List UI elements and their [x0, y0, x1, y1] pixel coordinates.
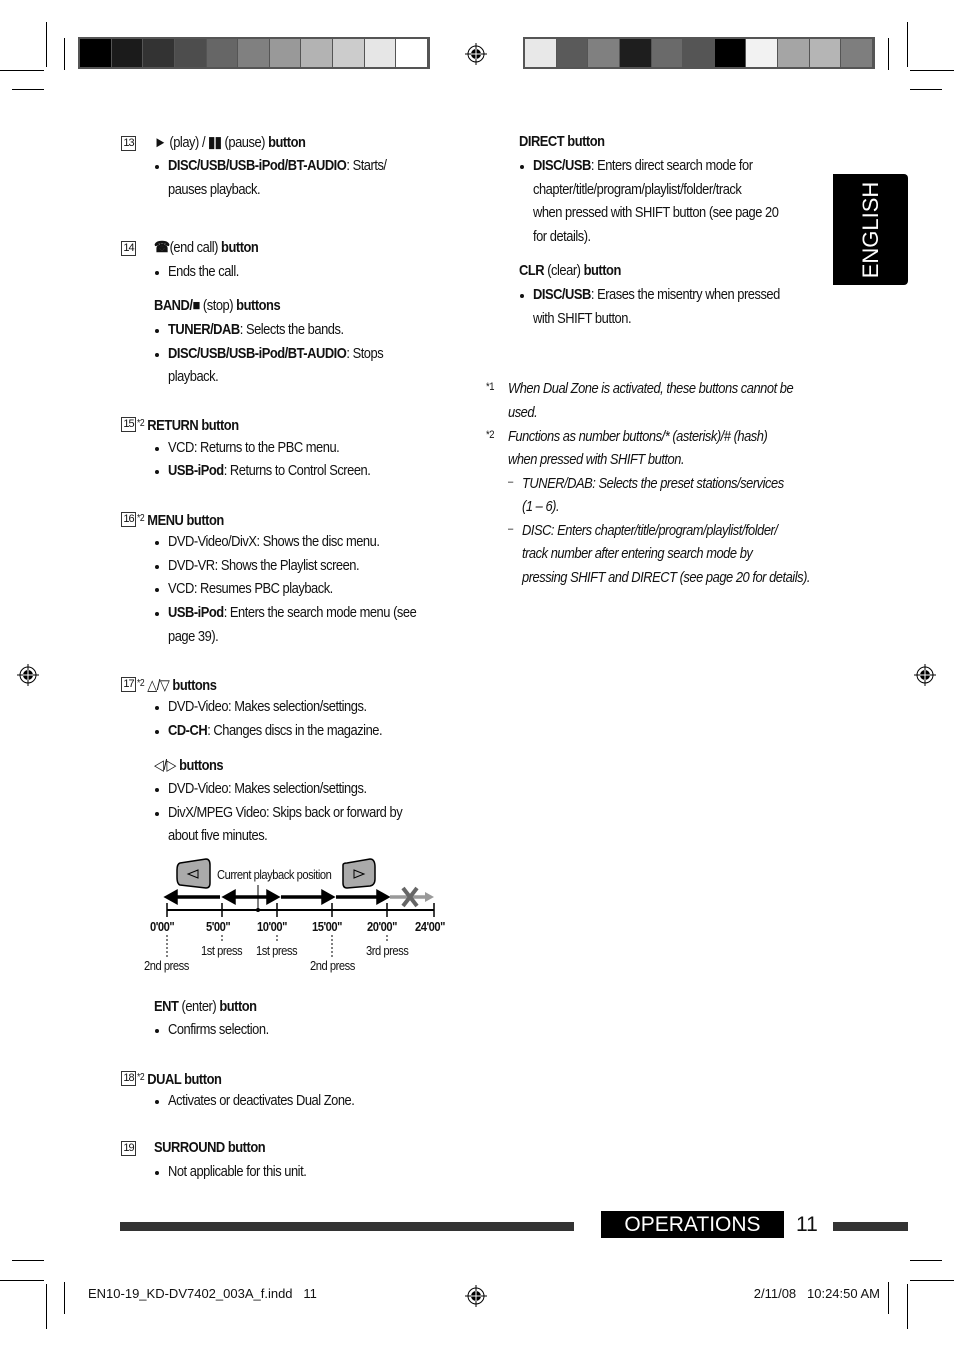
- pause-icon: ▮▮: [208, 134, 222, 151]
- registration-mark-icon: [914, 664, 936, 686]
- stop-icon: ■: [192, 297, 200, 314]
- end-call-icon: ☎: [154, 239, 170, 256]
- text-line: $^{*2}$ △/▽ buttons: [137, 677, 217, 694]
- bullet: [155, 329, 159, 333]
- text-line: DISC/USB: Enters direct search mode for: [533, 157, 753, 174]
- text-line: for details).: [533, 228, 591, 245]
- item-number: 16: [121, 512, 136, 527]
- text-line: ENT (enter) button: [154, 998, 257, 1015]
- text-line: DVD-Video/DivX: Shows the disc menu.: [168, 533, 380, 550]
- text-line: When Dual Zone is activated, these buttons cannot be: [508, 380, 794, 397]
- slug-file: EN10-19_KD-DV7402_003A_f.indd 11: [88, 1286, 317, 1301]
- color-swatch: [810, 39, 842, 67]
- text-line: about five minutes.: [168, 827, 268, 844]
- forward-button-icon: [343, 859, 375, 888]
- item-number: 13: [121, 136, 136, 151]
- color-swatch: [778, 39, 810, 67]
- color-swatch: [841, 39, 873, 67]
- text-line: $^{*2}$ DUAL button: [137, 1071, 222, 1088]
- text-line: USB-iPod: Enters the search mode menu (see: [168, 604, 417, 621]
- footer-rule: [120, 1222, 574, 1231]
- bullet: [155, 271, 159, 275]
- color-swatch: [557, 39, 589, 67]
- bullet: [155, 1100, 159, 1104]
- color-swatch: [652, 39, 684, 67]
- left-right-icon: ◁/▷: [154, 757, 177, 774]
- text-line: DISC/USB/USB-iPod/BT-AUDIO: Starts/: [168, 157, 387, 174]
- skip-diagram: [140, 855, 470, 980]
- text-line: DivX/MPEG Video: Skips back or forward by: [168, 804, 403, 821]
- press-label: 2nd press: [310, 958, 355, 973]
- diagram-caption: Current playback position: [217, 867, 332, 882]
- text-line: $^{*2}$ MENU button: [137, 512, 224, 529]
- item-number: 14: [121, 241, 136, 256]
- bullet: [520, 294, 524, 298]
- slug-date: 2/11/08 10:24:50 AM: [753, 1286, 880, 1301]
- text-line: DVD-VR: Shows the Playlist screen.: [168, 557, 360, 574]
- color-swatch: [525, 39, 557, 67]
- text-line: Functions as number buttons/* (asterisk)/# (hash): [508, 428, 768, 445]
- color-swatch: [365, 39, 397, 67]
- press-label: 1st press: [256, 943, 298, 958]
- color-swatch: [112, 39, 144, 67]
- color-swatch: [80, 39, 112, 67]
- bullet: [155, 588, 159, 592]
- text-line: track number after entering search mode by: [522, 545, 753, 562]
- text-line: (1 – 6).: [522, 498, 560, 515]
- text-line: SURROUND button: [154, 1139, 266, 1156]
- text-line: DVD-Video: Makes selection/settings.: [168, 698, 367, 715]
- text-line: when pressed with SHIFT button (see page 20: [533, 204, 779, 221]
- registration-mark-icon: [465, 43, 487, 65]
- up-down-icon: △/▽: [147, 677, 170, 694]
- bullet: [155, 730, 159, 734]
- text-line: Not applicable for this unit.: [168, 1163, 307, 1180]
- color-swatch: [683, 39, 715, 67]
- time-label: 5'00": [206, 919, 231, 934]
- item-number: 15: [121, 417, 136, 432]
- color-swatch: [301, 39, 333, 67]
- press-label: 1st press: [201, 943, 243, 958]
- color-swatch: [715, 39, 747, 67]
- language-tab-label: ENGLISH: [857, 181, 883, 278]
- color-swatch: [207, 39, 239, 67]
- text-line: Confirms selection.: [168, 1021, 269, 1038]
- footer-rule-right: [833, 1222, 908, 1231]
- text-line: –: [508, 476, 513, 488]
- text-line: CLR (clear) button: [519, 262, 621, 279]
- color-swatch: [396, 39, 428, 67]
- text-line: playback.: [168, 368, 219, 385]
- time-label: 24'00": [415, 919, 445, 934]
- play-icon: ►: [154, 134, 167, 151]
- bullet: [155, 1171, 159, 1175]
- color-swatch: [238, 39, 270, 67]
- bullet: [155, 812, 159, 816]
- text-line: TUNER/DAB: Selects the preset stations/services: [522, 475, 784, 492]
- bullet: [155, 1029, 159, 1033]
- registration-mark-icon: [465, 1285, 487, 1307]
- text-line: DISC/USB: Erases the misentry when pressed: [533, 286, 780, 303]
- text-line: TUNER/DAB: Selects the bands.: [168, 321, 344, 338]
- text-line: with SHIFT button.: [533, 310, 632, 327]
- page-number: 11: [796, 1213, 818, 1236]
- time-label: 10'00": [257, 919, 287, 934]
- text-line: –: [508, 523, 513, 535]
- color-swatch: [143, 39, 175, 67]
- text-line: chapter/title/program/playlist/folder/track: [533, 181, 742, 198]
- item-number: 18: [121, 1071, 136, 1086]
- item-number: 19: [121, 1141, 136, 1156]
- text-line: ☎(end call) button: [154, 239, 259, 256]
- bullet: [155, 447, 159, 451]
- section-label: OPERATIONS: [601, 1211, 784, 1238]
- color-swatch: [270, 39, 302, 67]
- text-line: DIRECT button: [519, 133, 605, 150]
- text-line: DISC/USB/USB-iPod/BT-AUDIO: Stops: [168, 345, 384, 362]
- time-label: 15'00": [312, 919, 342, 934]
- press-label: 2nd press: [144, 958, 189, 973]
- calibration-bar-left: [78, 37, 430, 69]
- bullet: [155, 165, 159, 169]
- text-line: DISC: Enters chapter/title/program/playlist/folder/: [522, 522, 778, 539]
- bullet: [520, 165, 524, 169]
- text-line: USB-iPod: Returns to Control Screen.: [168, 462, 371, 479]
- text-line: VCD: Resumes PBC playback.: [168, 580, 333, 597]
- bullet: [155, 470, 159, 474]
- text-line: VCD: Returns to the PBC menu.: [168, 439, 340, 456]
- bullet: [155, 706, 159, 710]
- color-swatch: [588, 39, 620, 67]
- bullet: [155, 353, 159, 357]
- text-line: Activates or deactivates Dual Zone.: [168, 1092, 355, 1109]
- back-button-icon: [177, 859, 210, 888]
- text-line: Ends the call.: [168, 263, 239, 280]
- color-swatch: [746, 39, 778, 67]
- calibration-bar-right: [523, 37, 875, 69]
- text-line: *2: [486, 429, 495, 441]
- text-line: CD-CH: Changes discs in the magazine.: [168, 722, 383, 739]
- text-line: $^{*2}$ RETURN button: [137, 417, 239, 434]
- text-line: when pressed with SHIFT button.: [508, 451, 685, 468]
- press-label: 3rd press: [366, 943, 409, 958]
- text-line: ► (play) / ▮▮ (pause) button: [154, 134, 306, 151]
- text-line: used.: [508, 404, 538, 421]
- text-line: pauses playback.: [168, 181, 261, 198]
- bullet: [155, 788, 159, 792]
- color-swatch: [620, 39, 652, 67]
- color-swatch: [333, 39, 365, 67]
- registration-mark-icon: [17, 664, 39, 686]
- text-line: page 39).: [168, 628, 219, 645]
- time-label: 0'00": [150, 919, 175, 934]
- bullet: [155, 565, 159, 569]
- bullet: [155, 612, 159, 616]
- text-line: pressing SHIFT and DIRECT (see page 20 for details).: [522, 569, 811, 586]
- language-tab: [833, 174, 908, 285]
- text-line: BAND/■ (stop) buttons: [154, 297, 281, 314]
- time-label: 20'00": [367, 919, 397, 934]
- text-line: ◁/▷ buttons: [154, 757, 224, 774]
- bullet: [155, 541, 159, 545]
- color-swatch: [175, 39, 207, 67]
- text-line: *1: [486, 381, 495, 393]
- item-number: 17: [121, 677, 136, 692]
- text-line: DVD-Video: Makes selection/settings.: [168, 780, 367, 797]
